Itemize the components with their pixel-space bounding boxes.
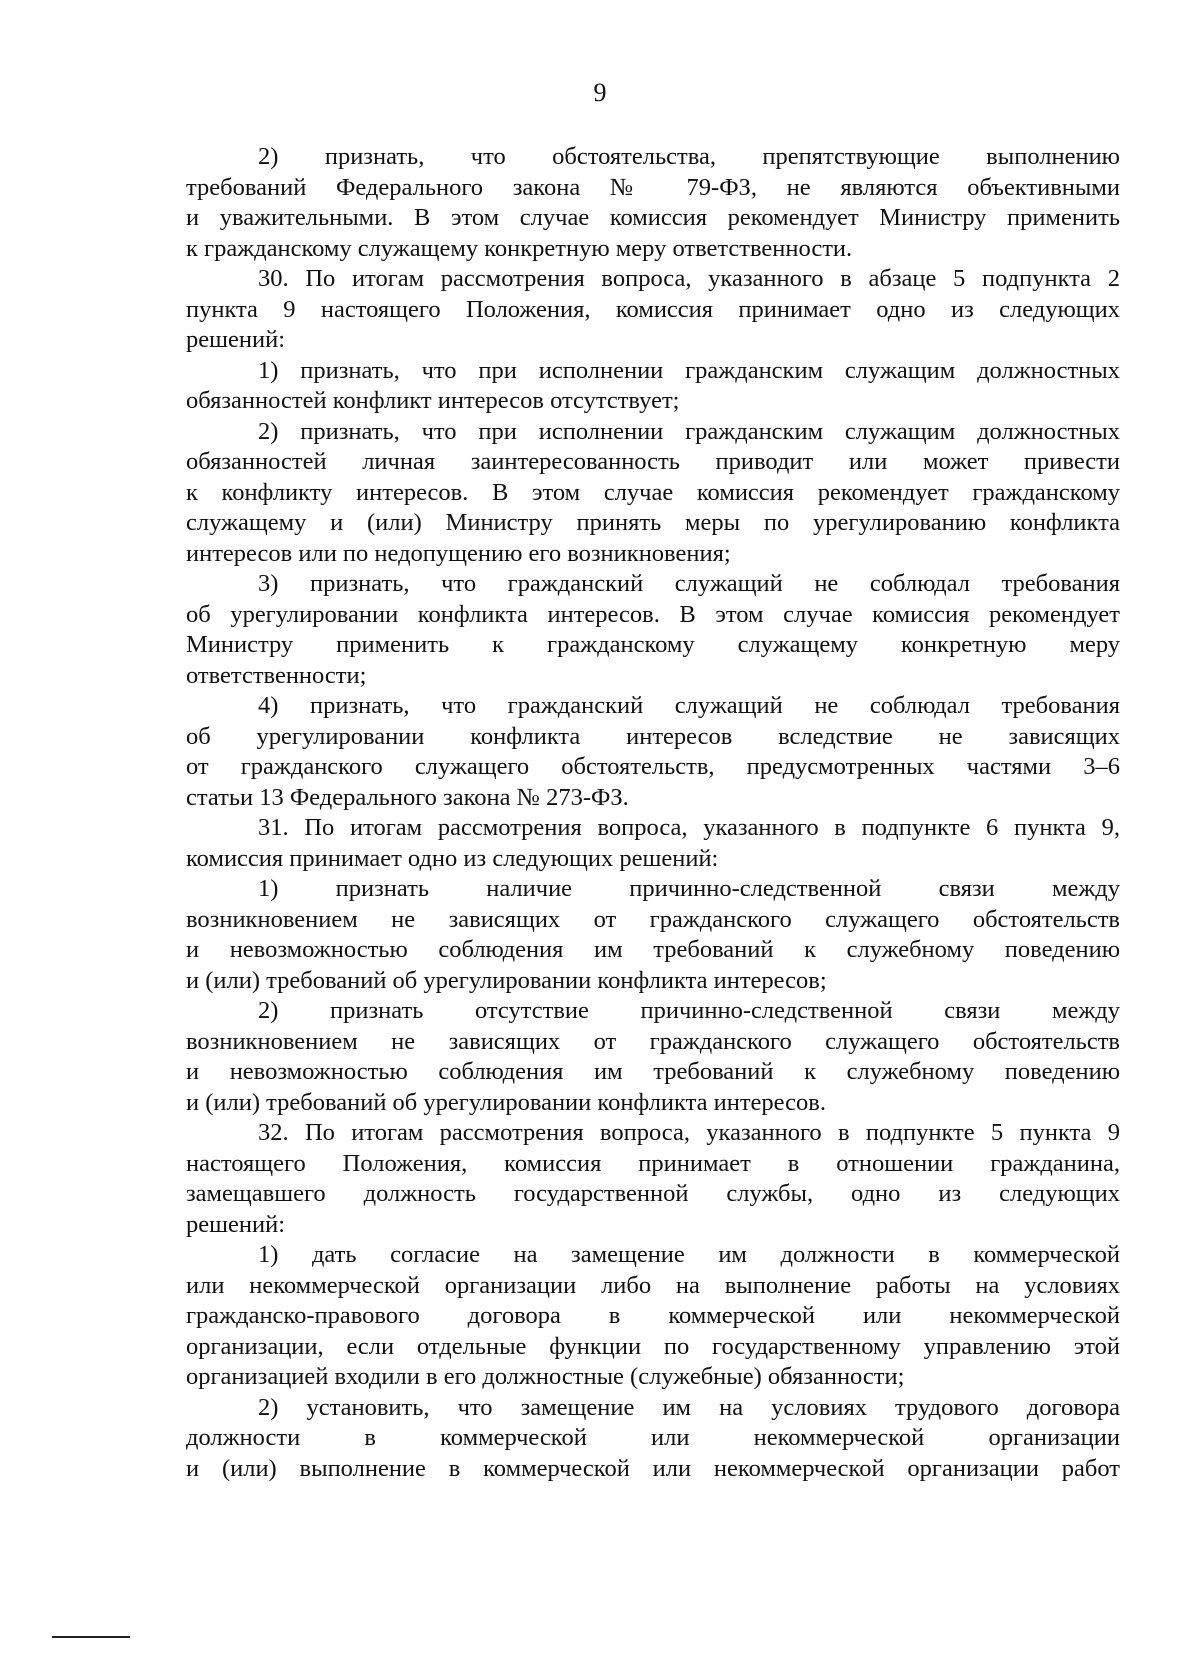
paragraph-line: гражданско-правового договора в коммерческой или некоммерческой — [186, 1302, 1120, 1329]
paragraph-line: решений: — [186, 326, 286, 353]
paragraph — [186, 691, 1120, 813]
paragraph-line: интересов или по недопущению его возникновения; — [186, 539, 731, 567]
paragraph-line: замещавшего должность государственной службы, одно из следующих — [186, 1180, 1120, 1207]
paragraph-line: об урегулировании конфликта интересов вследствие не зависящих — [186, 722, 1120, 750]
paragraph-line: к конфликту интересов. В этом случае комиссия рекомендует гражданскому — [186, 478, 1120, 506]
paragraph-line: 1) признать наличие причинно-следственной связи между — [258, 875, 1120, 902]
paragraph-line: к гражданскому служащему конкретную меру ответственности. — [186, 234, 853, 262]
paragraph-line: 1) признать, что при исполнении гражданским служащим должностных — [258, 356, 1120, 384]
paragraph — [186, 142, 1120, 264]
paragraph-line: настоящего Положения, комиссия принимает в отношении гражданина, — [186, 1149, 1120, 1177]
paragraph — [186, 569, 1120, 691]
paragraph-line: 1) дать согласие на замещение им должности в коммерческой — [258, 1241, 1120, 1268]
paragraph-line: или некоммерческой организации либо на выполнение работы на условиях — [186, 1271, 1120, 1299]
paragraph-line: 2) признать, что обстоятельства, препятствующие выполнению — [258, 143, 1120, 170]
paragraph — [186, 264, 1120, 356]
paragraph — [186, 417, 1120, 570]
paragraph-line: и (или) требований об урегулировании конфликта интересов. — [186, 1088, 826, 1116]
paragraph — [186, 356, 1120, 417]
paragraph-line: и (или) требований об урегулировании конфликта интересов; — [186, 966, 827, 994]
paragraph-line: обязанностей конфликт интересов отсутствует; — [186, 387, 680, 414]
paragraph-line: и уважительными. В этом случае комиссия рекомендует Министру применить — [186, 204, 1120, 231]
paragraph — [186, 996, 1120, 1118]
paragraph — [186, 1240, 1120, 1393]
page-number: 9 — [593, 78, 607, 107]
paragraph-line: требований Федерального закона № 79-ФЗ, не являются объективными — [186, 173, 1120, 201]
paragraph — [186, 1393, 1120, 1485]
paragraph-line: об урегулировании конфликта интересов. В этом случае комиссия рекомендует — [186, 600, 1120, 628]
paragraph-line: 32. По итогам рассмотрения вопроса, указанного в подпункте 5 пункта 9 — [258, 1119, 1120, 1146]
paragraph-line: от гражданского служащего обстоятельств, предусмотренных частями 3–6 — [186, 753, 1120, 780]
paragraph-line: 30. По итогам рассмотрения вопроса, указанного в абзаце 5 подпункта 2 — [258, 265, 1120, 292]
paragraph-line: Министру применить к гражданскому служащему конкретную меру — [186, 631, 1120, 658]
paragraph-line: комиссия принимает одно из следующих решений: — [186, 844, 719, 872]
paragraph-line: служащему и (или) Министру принять меры по урегулированию конфликта — [186, 509, 1120, 536]
paragraph-line: ответственности; — [186, 661, 367, 689]
paragraph-line: 3) признать, что гражданский служащий не соблюдал требования — [258, 570, 1120, 597]
paragraph-line: 31. По итогам рассмотрения вопроса, указанного в подпункте 6 пункта 9, — [258, 814, 1120, 841]
paragraph-line: решений: — [186, 1210, 286, 1238]
paragraph-line: возникновением не зависящих от гражданского служащего обстоятельств — [186, 905, 1120, 933]
paragraph-line: 2) признать, что при исполнении гражданским служащим должностных — [258, 417, 1120, 445]
paragraph-line: организацией входили в его должностные (служебные) обязанности; — [186, 1363, 905, 1390]
paragraph-line: организации, если отдельные функции по государственному управлению этой — [186, 1332, 1120, 1360]
document-body — [186, 142, 1120, 1484]
paragraph-line: статьи 13 Федерального закона № 273-ФЗ. — [186, 783, 629, 811]
paragraph-line: и невозможностью соблюдения им требований к служебному поведению — [186, 936, 1120, 963]
paragraph-line: 2) установить, что замещение им на условиях трудового договора — [258, 1393, 1120, 1421]
paragraph-line: пункта 9 настоящего Положения, комиссия принимает одно из следующих — [186, 295, 1120, 323]
paragraph-line: возникновением не зависящих от гражданского служащего обстоятельств — [186, 1027, 1120, 1055]
paragraph-line: и (или) выполнение в коммерческой или некоммерческой организации работ — [186, 1454, 1120, 1482]
paragraph — [186, 813, 1120, 874]
paragraph-line: обязанностей личная заинтересованность приводит или может привести — [186, 448, 1120, 475]
corner-rule — [52, 1636, 130, 1638]
paragraph-line: 2) признать отсутствие причинно-следственной связи между — [258, 997, 1120, 1024]
paragraph-line: 4) признать, что гражданский служащий не соблюдал требования — [258, 692, 1120, 719]
paragraph — [186, 1118, 1120, 1240]
paragraph-line: должности в коммерческой или некоммерческой организации — [186, 1424, 1120, 1451]
paragraph-line: и невозможностью соблюдения им требований к служебному поведению — [186, 1058, 1120, 1085]
paragraph — [186, 874, 1120, 996]
